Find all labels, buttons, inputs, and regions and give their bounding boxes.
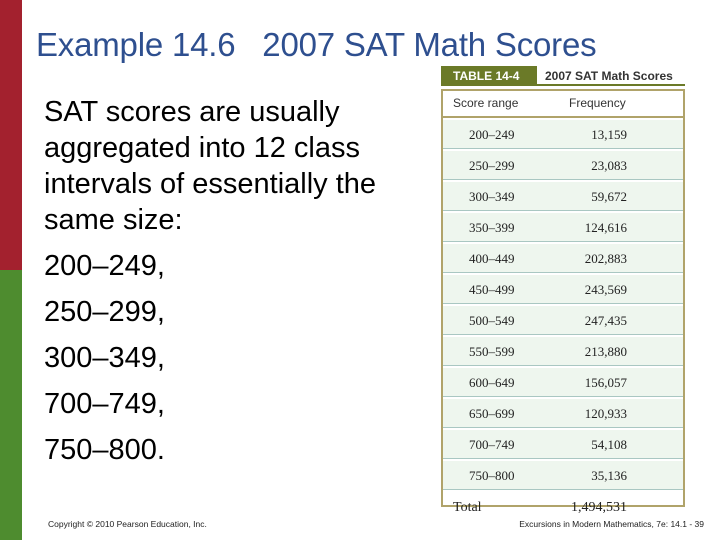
table-title: 2007 SAT Math Scores (545, 69, 673, 83)
table-header (437, 64, 689, 86)
score-range-cell: 300–349 (469, 189, 515, 204)
score-range-cell: 250–299 (469, 158, 515, 173)
column-header-score-range: Score range (453, 96, 519, 110)
table-row (443, 244, 683, 273)
left-accent-bar-red (0, 0, 22, 270)
range-line: 250–299, (44, 296, 165, 328)
table-tag: TABLE 14-4 (441, 66, 537, 86)
score-range-cell: 550–599 (469, 344, 515, 359)
table-rows (443, 120, 683, 490)
total-label: Total (453, 500, 482, 515)
frequency-cell: 13,159 (591, 127, 627, 142)
table-row (443, 120, 683, 149)
left-accent-bar-green (0, 270, 22, 540)
frequency-cell: 59,672 (591, 189, 627, 204)
score-range-cell: 700–749 (469, 437, 515, 452)
score-range-cell: 650–699 (469, 406, 515, 421)
table-box (441, 89, 685, 515)
body-text: SAT scores are usually aggregated into 12 class intervals of essentially the same size: (44, 96, 377, 236)
frequency-cell: 23,083 (591, 158, 627, 173)
frequency-cell: 156,057 (584, 375, 627, 390)
score-range-cell: 600–649 (469, 375, 515, 390)
frequency-cell: 120,933 (584, 406, 627, 421)
score-range-cell: 500–549 (469, 313, 515, 328)
score-range-cell: 400–449 (469, 251, 515, 266)
frequency-cell: 35,136 (591, 468, 627, 483)
range-line: 300–349, (44, 342, 165, 374)
table-row (443, 337, 683, 366)
score-range-cell: 350–399 (469, 220, 515, 235)
table-row (443, 182, 683, 211)
range-line: 700–749, (44, 388, 165, 420)
frequency-cell: 124,616 (584, 220, 627, 235)
frequency-cell: 202,883 (584, 251, 627, 266)
table-row (443, 306, 683, 335)
table-row (443, 275, 683, 304)
table-row (443, 399, 683, 428)
range-line: 200–249, (44, 250, 165, 282)
frequency-cell: 54,108 (591, 437, 627, 452)
table-total-row (443, 493, 683, 521)
table-row (443, 430, 683, 459)
table-row (443, 461, 683, 490)
score-range-cell: 450–499 (469, 282, 515, 297)
footer-copyright: Copyright © 2010 Pearson Education, Inc. (48, 519, 207, 529)
table-row (443, 213, 683, 242)
sat-table (437, 64, 689, 515)
slide-body (44, 94, 434, 468)
range-line: 750–800. (44, 434, 165, 466)
frequency-cell: 243,569 (584, 282, 627, 297)
footer-citation: Excursions in Modern Mathematics, 7e: 14.1 - 39 (519, 519, 704, 529)
score-range-cell: 200–249 (469, 127, 515, 142)
total-value: 1,494,531 (571, 500, 627, 515)
frequency-cell: 247,435 (584, 313, 627, 328)
score-range-cell: 750–800 (469, 468, 515, 483)
table-column-headers (443, 91, 683, 118)
slide-title: Example 14.6 2007 SAT Math Scores (36, 26, 597, 63)
table-row (443, 368, 683, 397)
column-header-frequency: Frequency (569, 96, 626, 110)
frequency-cell: 213,880 (584, 344, 627, 359)
table-row (443, 151, 683, 180)
